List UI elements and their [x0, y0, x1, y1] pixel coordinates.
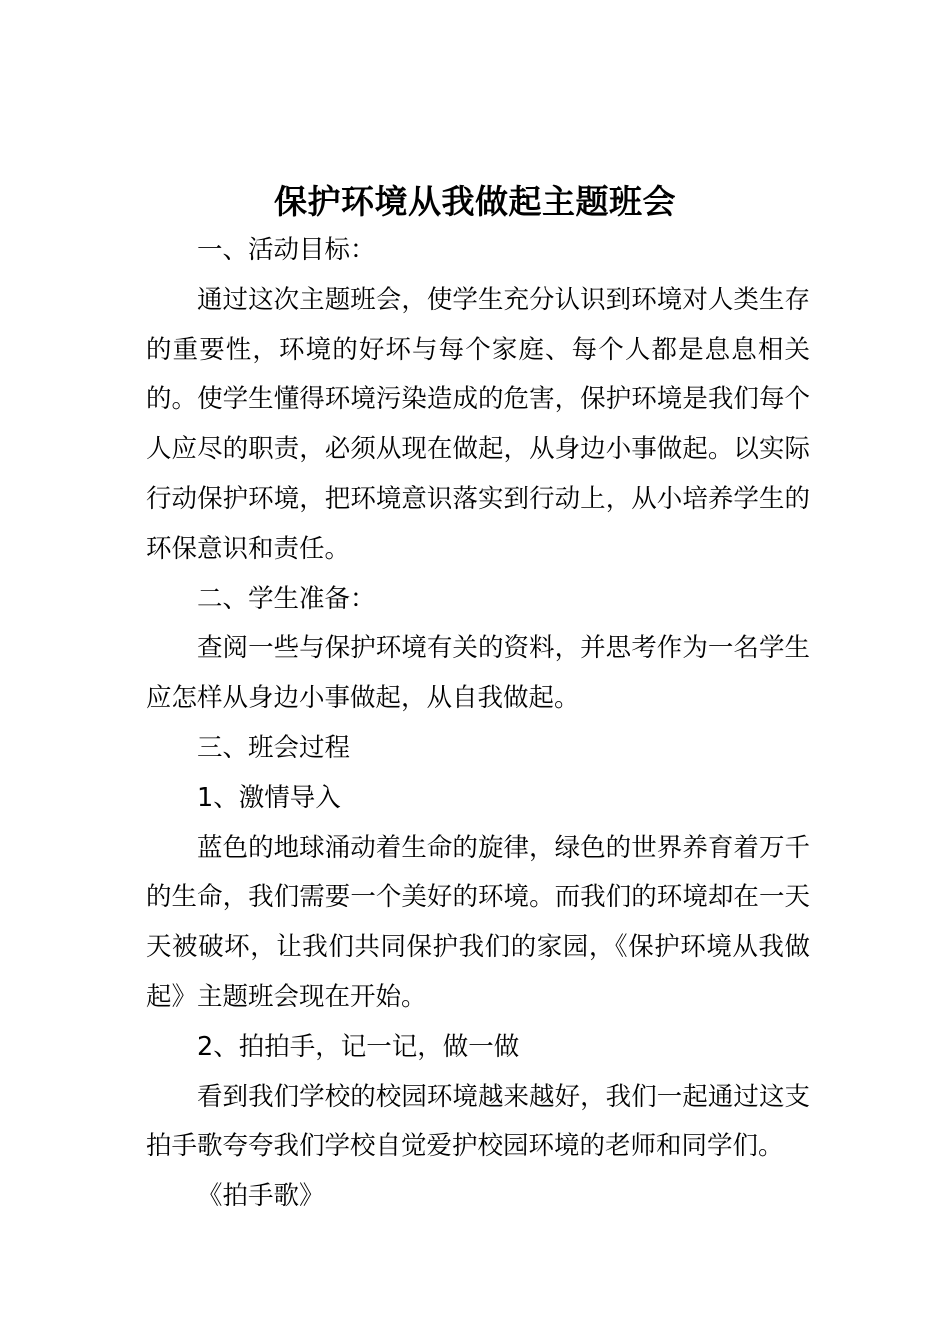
- section-heading-preparation: 二、学生准备：: [197, 583, 376, 614]
- subheading-clapping: 2、拍拍手，记一记，做一做: [197, 1031, 520, 1062]
- subheading-introduction: 1、激情导入: [197, 782, 341, 813]
- document-title: 保护环境从我做起主题班会: [274, 182, 676, 221]
- paragraph-introduction: 蓝色的地球涌动着生命的旋律，绿色的世界养育着万千的生命，我们需要一个美好的环境。而我们的环境却在一天天被破坏，让我们共同保护我们的家园，《保护环境从我做起》主题班会现在开始。: [146, 832, 810, 1012]
- paragraph-goals: 通过这次主题班会，使学生充分认识到环境对人类生存的重要性，环境的好坏与每个家庭、每个人都是息息相关的。使学生懂得环境污染造成的危害，保护环境是我们每个人应尽的职责，必须从现在做起，从身边小事做起。以实际行动保护环境，把环境意识落实到行动上，从小培养学生的环保意识和责任。: [146, 284, 810, 564]
- section-heading-process: 三、班会过程: [197, 732, 351, 763]
- document-body: [146, 226, 810, 1222]
- song-title: 《拍手歌》: [197, 1181, 325, 1212]
- paragraph-clapping: 看到我们学校的校园环境越来越好，我们一起通过这支拍手歌夸夸我们学校自觉爱护校园环境的老师和同学们。: [146, 1081, 810, 1162]
- paragraph-preparation: 查阅一些与保护环境有关的资料，并思考作为一名学生应怎样从身边小事做起，从自我做起。: [146, 633, 810, 714]
- section-heading-goals: 一、活动目标：: [197, 235, 376, 265]
